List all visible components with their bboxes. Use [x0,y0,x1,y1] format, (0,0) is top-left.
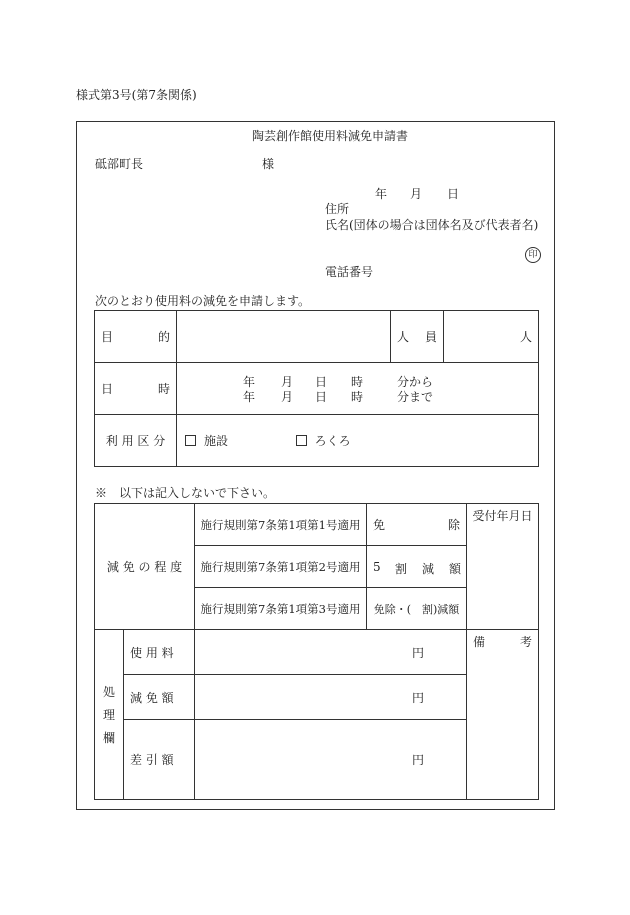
application-table [94,310,539,467]
facility-option[interactable]: 施設 [185,434,228,448]
honorific: 様 [262,157,275,171]
name-label: 氏名(団体の場合は団体名及び代表者名) [325,218,539,232]
seal-icon: 印 [525,247,541,263]
checkbox-icon[interactable] [185,435,196,446]
degree-label-cell: 減 免 の 程 度 [95,504,195,630]
fee-label-cell: 使 用 料 [124,630,195,675]
exemption-cell: 免 除 [367,504,467,546]
seal-mark [525,246,541,263]
remarks-cell: 備 考 [467,630,539,800]
reduction-field: 円 [195,675,467,720]
net-field: 円 [195,720,467,800]
form-title: 陶芸創作館使用料減免申請書 [252,129,409,143]
received-date-cell: 受付年月日 [467,504,539,630]
usage-options [177,415,539,467]
partial-reduction-cell: 免除・( 割)減額 [367,588,467,630]
usage-label-cell: 利 用 区 分 [95,415,177,467]
office-use-table [94,503,539,800]
date-year-label: 年 [375,187,388,201]
persons-unit: 人 [519,330,532,344]
fee-field: 円 [195,630,467,675]
date-day-label: 日 [447,187,460,201]
request-sentence: 次のとおり使用料の減免を申請します。 [95,294,311,308]
wheel-option[interactable]: ろくろ [296,434,351,448]
addressee: 砥部町長 [95,157,144,171]
processing-label-cell: 処 理 欄 [95,630,124,800]
rule-2: 施行規則第7条第1項第2号適用 [195,546,367,588]
date-month-label: 月 [410,187,423,201]
datetime-label-cell: 日 時 [95,363,177,415]
persons-field[interactable] [444,311,539,363]
purpose-field[interactable] [177,311,391,363]
reduction-50-cell: 5 割 減 額 [367,546,467,588]
persons-label-cell: 人 員 [391,311,444,363]
phone-label: 電話番号 [325,265,374,279]
rule-3: 施行規則第7条第1項第3号適用 [195,588,367,630]
address-label: 住所 [325,202,350,216]
office-use-note: ※ 以下は記入しないで下さい。 [95,486,276,500]
form-number: 様式第3号(第7条関係) [76,88,197,102]
rule-1: 施行規則第7条第1項第1号適用 [195,504,367,546]
reduction-label-cell: 減 免 額 [124,675,195,720]
datetime-field[interactable]: 年 月 日 時 分から 年 月 日 時 分まで [177,363,539,415]
net-label-cell: 差 引 額 [124,720,195,800]
purpose-label-cell: 目 的 [95,311,177,363]
checkbox-icon[interactable] [296,435,307,446]
